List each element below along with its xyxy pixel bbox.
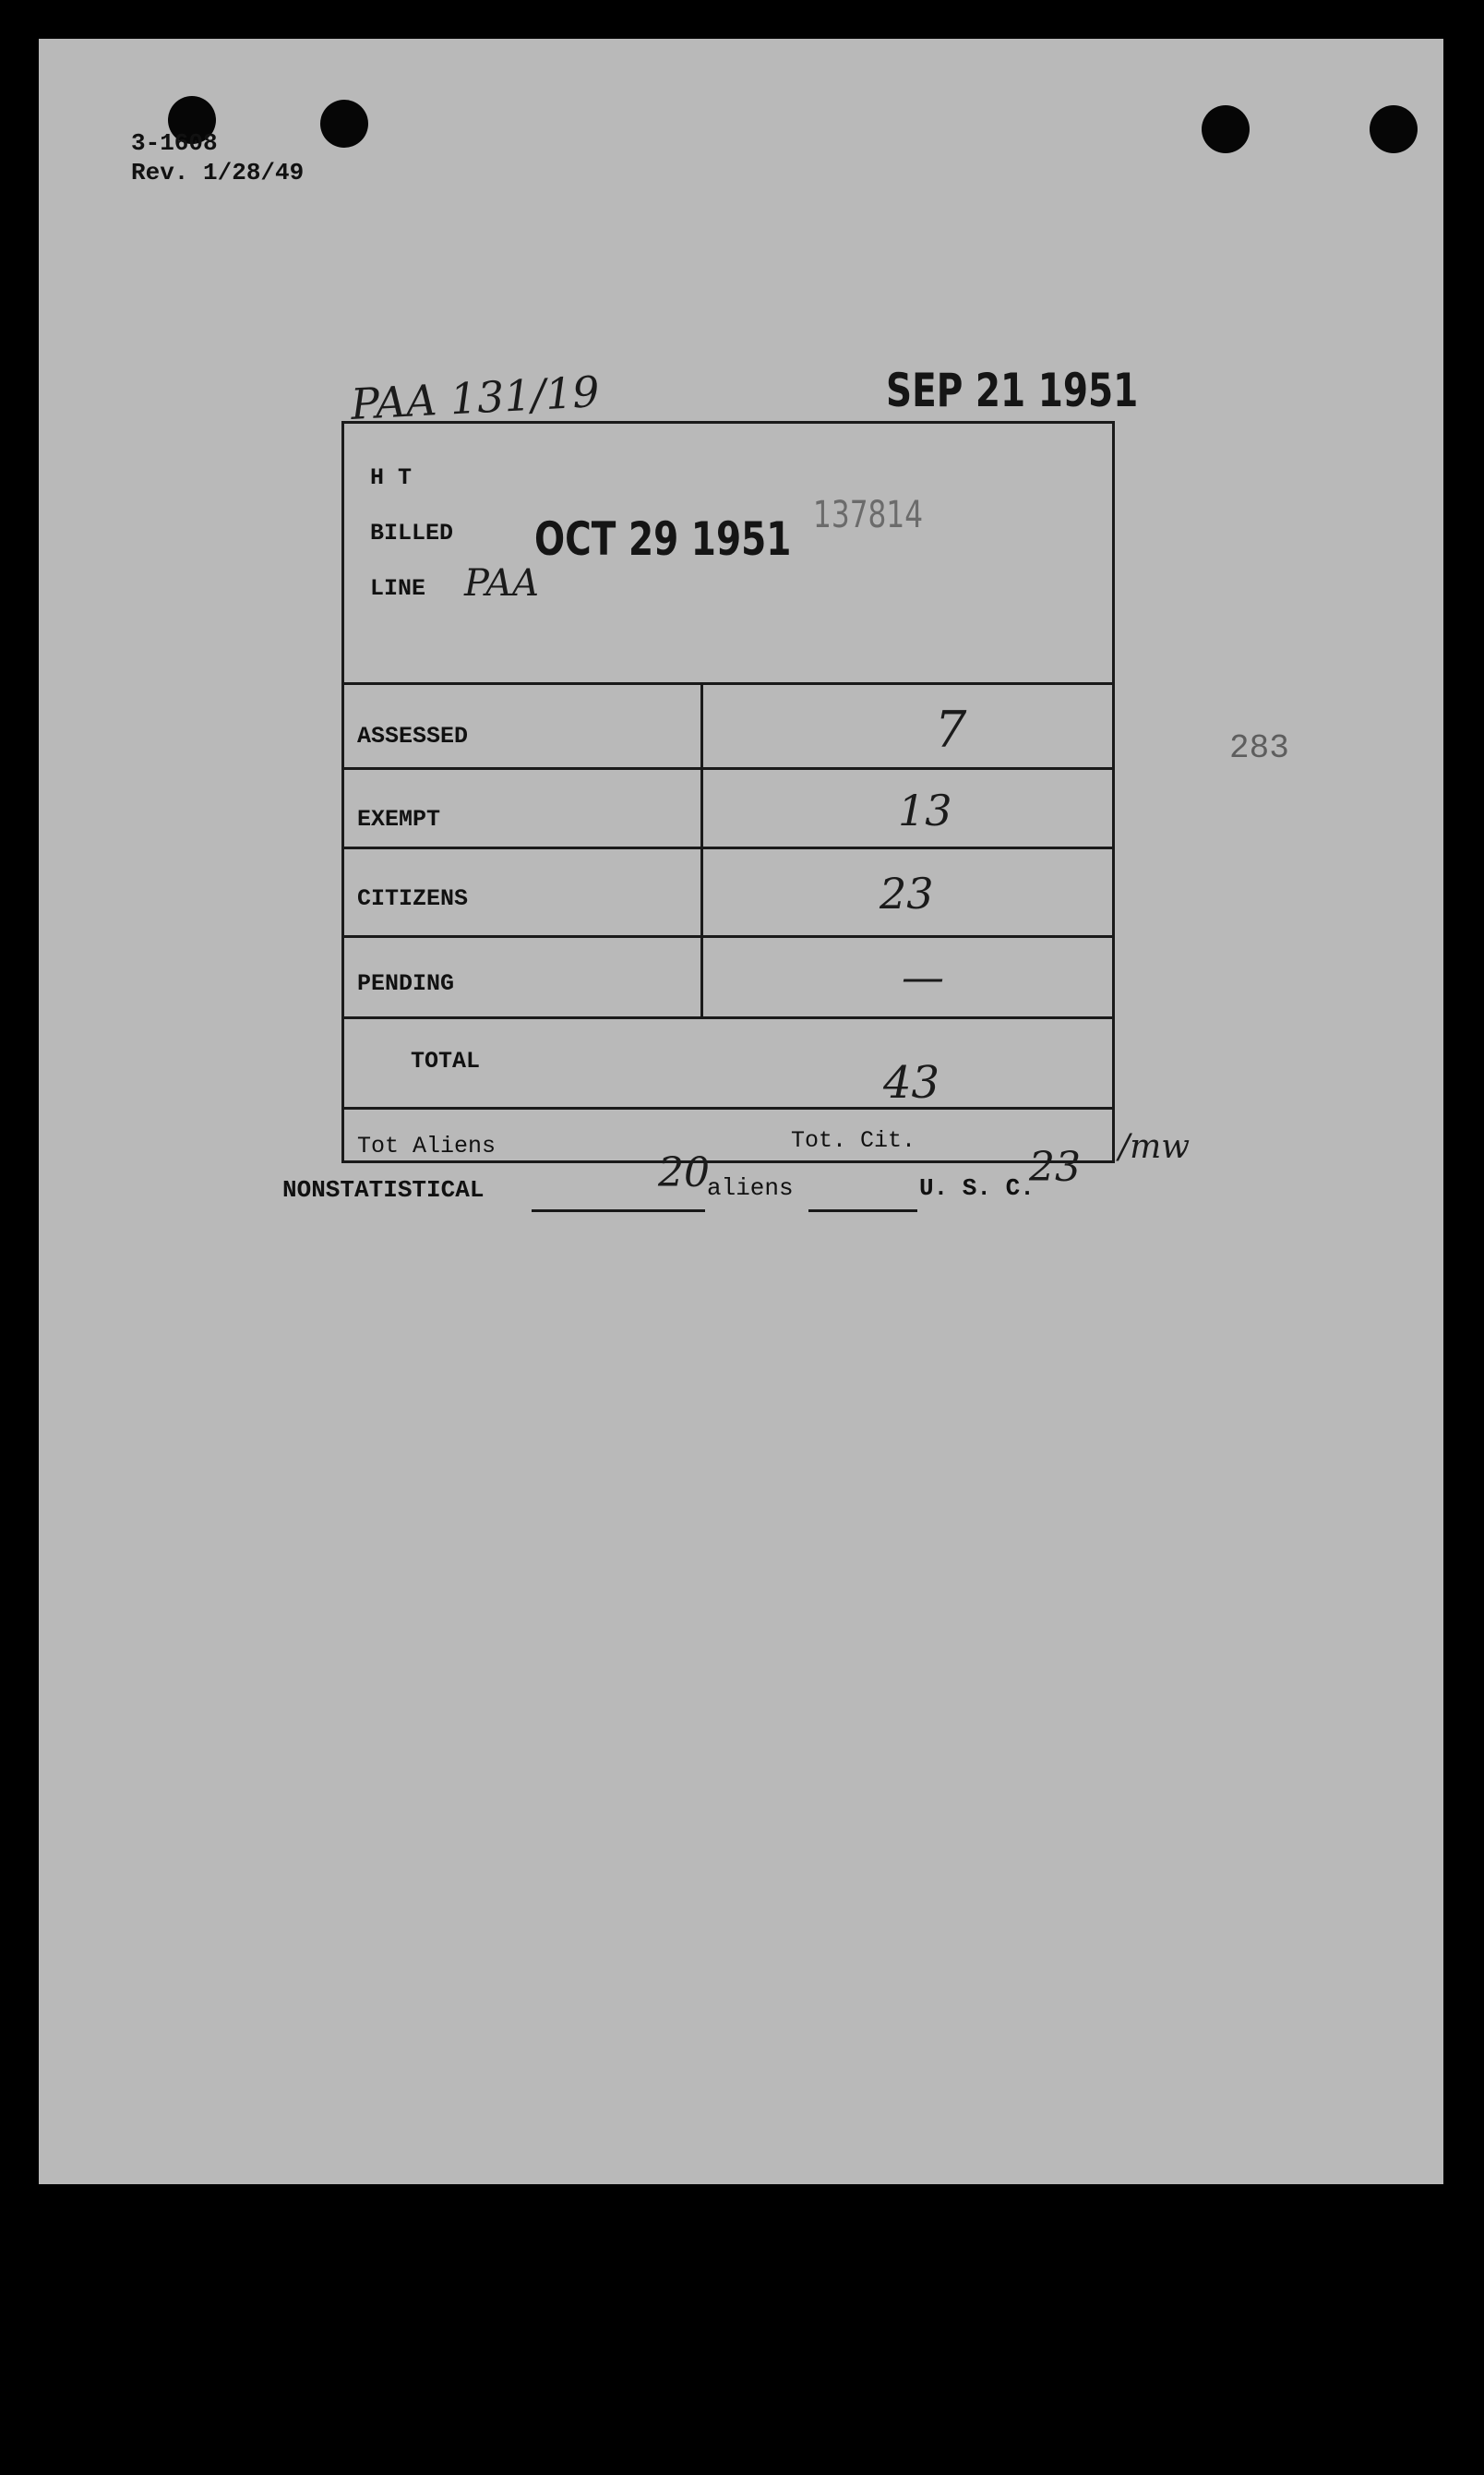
aliens-blank [808,1209,917,1212]
document-page [39,39,1443,2184]
initials: /mw [1119,1128,1191,1166]
line-value: PAA [464,562,540,605]
punch-hole [320,100,368,148]
serial-stamp: 137814 [813,494,924,536]
punch-hole [1370,105,1418,153]
usc-label: U. S. C. [919,1174,1035,1202]
divider [344,1016,1112,1019]
billed-date-stamp: OCT 29 1951 [534,512,792,566]
divider [344,682,1112,685]
pending-value: — [902,952,944,1002]
tot-aliens-label: Tot Aliens [357,1133,497,1159]
handwritten-reference: PAA 131/19 [349,366,601,430]
nonstatistical-label: NONSTATISTICAL [282,1176,485,1204]
tot-cit-value: 23 [1029,1144,1081,1191]
citizens-value: 23 [880,869,934,919]
total-label: TOTAL [411,1048,481,1075]
assessed-label: ASSESSED [357,723,469,750]
ht-label: H T [370,464,413,491]
exempt-value: 13 [898,786,952,835]
form-revision: Rev. 1/28/49 [131,159,305,186]
aliens-label: aliens [707,1174,794,1202]
billed-label: BILLED [370,520,454,547]
divider [344,1107,1112,1110]
nonstatistical-blank [532,1209,705,1212]
pending-label: PENDING [357,970,455,997]
citizens-label: CITIZENS [357,885,469,912]
date-stamp: SEP 21 1951 [886,364,1139,417]
divider [344,767,1112,770]
divider [344,847,1112,849]
page-number: 283 [1229,729,1289,767]
line-label: LINE [370,575,426,602]
punch-hole [1202,105,1250,153]
column-divider [700,682,703,1016]
form-number: 3-1608 [131,129,218,157]
total-value: 43 [883,1057,940,1109]
assessed-value: 7 [935,701,967,759]
tot-cit-label: Tot. Cit. [791,1127,916,1154]
divider [344,935,1112,938]
exempt-label: EXEMPT [357,806,441,833]
tot-aliens-value: 20 [658,1149,710,1196]
